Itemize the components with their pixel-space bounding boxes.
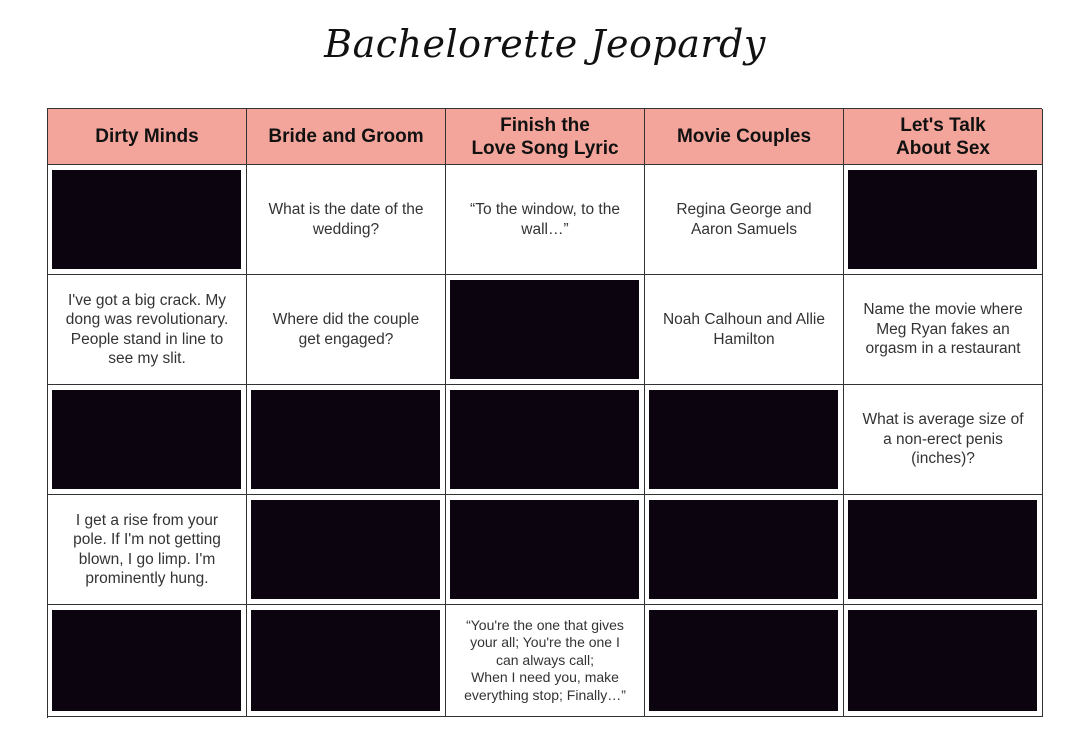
clue-cell-r3-c5[interactable] xyxy=(844,385,1043,495)
clue-cell-r4-c1[interactable] xyxy=(48,495,247,605)
clue-cell-r4-c3[interactable] xyxy=(446,495,645,605)
clue-cover[interactable] xyxy=(848,170,1037,269)
clue-cover[interactable] xyxy=(251,610,440,711)
clue-cell-r4-c4[interactable] xyxy=(645,495,844,605)
clue-cell-r2-c4[interactable] xyxy=(645,275,844,385)
clue-cell-r1-c2[interactable] xyxy=(247,165,446,275)
category-header-love-song-lyric xyxy=(446,109,645,165)
category-header-dirty-minds xyxy=(48,109,247,165)
clue-cell-r1-c5[interactable] xyxy=(844,165,1043,275)
clue-cover[interactable] xyxy=(450,500,639,599)
clue-text: I've got a big crack. My dong was revolutionary. People stand in line to see my slit. xyxy=(65,291,229,367)
clue-cell-r5-c5[interactable] xyxy=(844,605,1043,717)
clue-cell-r3-c2[interactable] xyxy=(247,385,446,495)
clue-text: Regina George and Aaron Samuels xyxy=(676,201,812,238)
clue-cover[interactable] xyxy=(52,390,241,489)
clue-cell-r1-c3[interactable] xyxy=(446,165,645,275)
clue-cover[interactable] xyxy=(450,390,639,489)
jeopardy-board xyxy=(47,108,1042,718)
clue-text: What is the date of the wedding? xyxy=(268,201,424,238)
category-label: Bride and Groom xyxy=(268,126,424,147)
clue-text: Where did the couple get engaged? xyxy=(272,311,420,348)
category-label: Movie Couples xyxy=(676,126,812,147)
category-label: Finish the Love Song Lyric xyxy=(471,114,619,159)
category-label: Dirty Minds xyxy=(95,126,199,147)
clue-cover[interactable] xyxy=(848,500,1037,599)
clue-cell-r4-c2[interactable] xyxy=(247,495,446,605)
category-header-movie-couples xyxy=(645,109,844,165)
clue-cover[interactable] xyxy=(52,610,241,711)
clue-cell-r2-c3[interactable] xyxy=(446,275,645,385)
category-label: Let's Talk About Sex xyxy=(896,114,990,159)
clue-text: I get a rise from your pole. If I'm not getting blown, I go limp. I'm prominently hung. xyxy=(73,511,221,587)
clue-cell-r1-c1[interactable] xyxy=(48,165,247,275)
clue-cell-r4-c5[interactable] xyxy=(844,495,1043,605)
clue-text: What is average size of a non-erect penis (inches)? xyxy=(862,411,1024,468)
clue-cover[interactable] xyxy=(251,500,440,599)
clue-cover[interactable] xyxy=(649,500,838,599)
clue-cell-r1-c4[interactable] xyxy=(645,165,844,275)
clue-cover[interactable] xyxy=(251,390,440,489)
clue-cell-r3-c4[interactable] xyxy=(645,385,844,495)
clue-text: Noah Calhoun and Allie Hamilton xyxy=(662,311,825,348)
clue-cell-r3-c1[interactable] xyxy=(48,385,247,495)
clue-cell-r5-c1[interactable] xyxy=(48,605,247,717)
clue-cover[interactable] xyxy=(649,610,838,711)
clue-cell-r2-c1[interactable] xyxy=(48,275,247,385)
clue-cell-r2-c2[interactable] xyxy=(247,275,446,385)
clue-cell-r5-c4[interactable] xyxy=(645,605,844,717)
clue-cover[interactable] xyxy=(52,170,241,269)
page-title: Bachelorette Jeopardy xyxy=(324,22,766,66)
clue-text: Name the movie where Meg Ryan fakes an orgasm in a restaurant xyxy=(863,301,1023,358)
clue-text: “To the window, to the wall…” xyxy=(470,201,620,238)
clue-cover[interactable] xyxy=(848,610,1037,711)
clue-cover[interactable] xyxy=(450,280,639,379)
clue-cell-r2-c5[interactable] xyxy=(844,275,1043,385)
clue-cell-r3-c3[interactable] xyxy=(446,385,645,495)
category-header-bride-and-groom xyxy=(247,109,446,165)
clue-text: “You're the one that gives your all; You're the one I can always call; When I need you, make everything stop; Finally…” xyxy=(464,616,626,703)
clue-cover[interactable] xyxy=(649,390,838,489)
clue-cell-r5-c3[interactable] xyxy=(446,605,645,717)
category-header-talk-about-sex xyxy=(844,109,1043,165)
clue-cell-r5-c2[interactable] xyxy=(247,605,446,717)
